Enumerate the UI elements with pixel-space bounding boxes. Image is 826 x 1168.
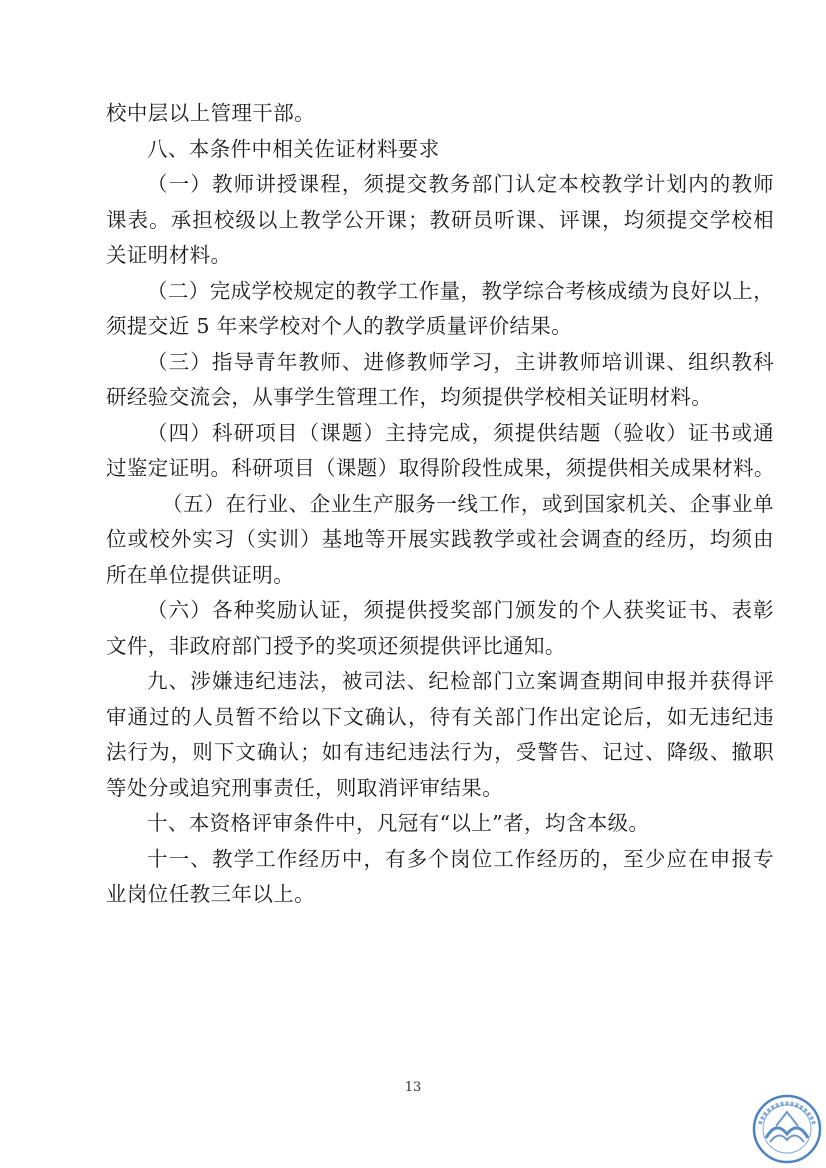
text-line: 法行为，则下文确认；如有违纪违法行为，受警告、记过、降级、撤职	[106, 740, 774, 764]
text-line: （五）在行业、企业生产服务一线工作，或到国家机关、企事业单	[162, 491, 774, 516]
text-line: 研经验交流会，从事学生管理工作，均须提供学校相关证明材料。	[106, 385, 713, 409]
text-line: 十、本资格评审条件中，凡冠有“以上”者，均含本级。	[147, 811, 650, 835]
document-body	[106, 96, 774, 913]
text-line: 审通过的人员暂不给以下文确认，待有关部门作出定论后，如无违纪违	[106, 704, 774, 729]
text-line: 等处分或追究刑事责任，则取消评审结果。	[106, 775, 504, 800]
text-line: （一）教师讲授课程，须提交教务部门认定本校教学计划内的教师	[147, 172, 774, 196]
text-line: 关证明材料。	[106, 243, 232, 267]
text-line: 校中层以上管理干部。	[106, 101, 315, 125]
text-line: （四）科研项目（课题）主持完成，须提供结题（验收）证书或通	[147, 420, 774, 445]
text-line: （六）各种奖励认证，须提供授奖部门颁发的个人获奖证书、表彰	[147, 598, 774, 622]
school-seal-icon	[752, 1094, 822, 1164]
text-line: 课表。承担校级以上教学公开课；教研员听课、评课，均须提交学校相	[106, 207, 774, 232]
text-line: 过鉴定证明。科研项目（课题）取得阶段性成果，须提供相关成果材料。	[106, 456, 775, 480]
text-line: 九、涉嫌违纪违法，被司法、纪检部门立案调查期间申报并获得评	[147, 669, 774, 693]
text-line: 文件，非政府部门授予的奖项还须提供评比通知。	[106, 633, 566, 658]
text-line: 位或校外实习（实训）基地等开展实践教学或社会调查的经历，均须由	[106, 527, 774, 551]
page-number: 13	[404, 1080, 422, 1095]
text-line: 所在单位提供证明。	[106, 562, 295, 587]
text-line: 须提交近 5 年来学校对个人的教学质量评价结果。	[106, 314, 573, 338]
text-line: 八、本条件中相关佐证材料要求	[147, 136, 440, 161]
text-line: 业岗位任教三年以上。	[106, 882, 315, 906]
text-line: 十一、教学工作经历中，有多个岗位工作经历的，至少应在申报专	[147, 846, 774, 871]
text-line: （二）完成学校规定的教学工作量，教学综合考核成绩为良好以上，	[147, 278, 774, 303]
text-line: （三）指导青年教师、进修教师学习，主讲教师培训课、组织教科	[147, 349, 774, 374]
